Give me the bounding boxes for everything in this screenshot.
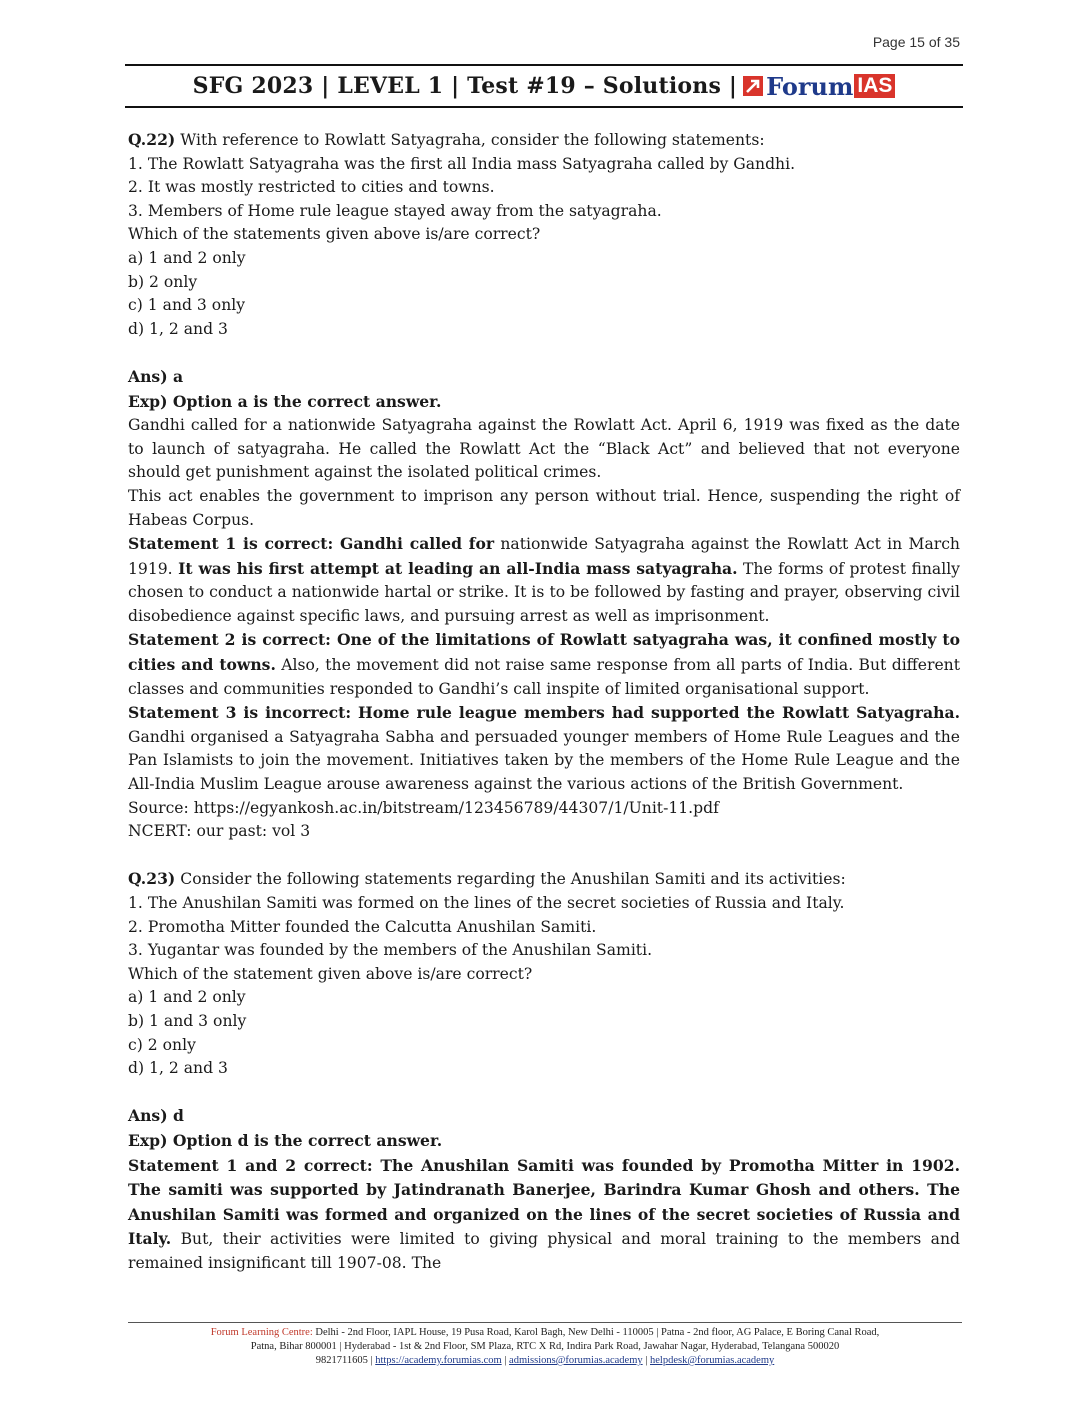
- statement: 1. The Rowlatt Satyagraha was the first all India mass Satyagraha called by Gandhi.: [128, 154, 796, 173]
- footer-phone: 9821711605: [315, 1355, 368, 1366]
- forumias-logo: [743, 72, 895, 101]
- arrow-icon: [743, 76, 763, 96]
- footer-admissions-email[interactable]: admissions@forumias.academy: [509, 1355, 643, 1366]
- footer-divider: [128, 1322, 962, 1323]
- question-prompt: Which of the statement given above is/are correct?: [128, 964, 533, 983]
- explanation-paragraph: Gandhi called for a nationwide Satyagraha against the Rowlatt Act. April 6, 1919 was fixed as the date to launch of satyagraha. He called the Rowlatt Act the “Black Act” and believed that not everyone should get punishment against the isolated political crimes.: [128, 416, 960, 482]
- option: b) 1 and 3 only: [128, 1011, 247, 1030]
- statement: 1. The Anushilan Samiti was formed on the lines of the secret societies of Russia and Italy.: [128, 894, 845, 912]
- statement-2-explanation: Statement 2 is correct: One of the limitations of Rowlatt satyagraha was, it confined mostly to cities and towns. Also, the movement did not raise same response from all parts of India. But different classes and communities responded to Gandhi’s call inspite of limited organisational support.: [128, 630, 960, 698]
- statement-3-explanation: Statement 3 is incorrect: Home rule league members had supported the Rowlatt Satyagraha. Gandhi organised a Satyagraha Sabha and persuaded younger members of Home Rule Leagues and the Pan Islamists to join the movement. Initiatives taken by the members of the Home Rule League and the All-India Muslim League arouse awareness against the various actions of the British Government.: [128, 703, 960, 794]
- question-22: Q.22) With reference to Rowlatt Satyagraha, consider the following statements:: [128, 130, 765, 149]
- page-header: [125, 64, 963, 108]
- explanation-heading: Exp) Option d is the correct answer.: [128, 1130, 443, 1150]
- answer: Ans) d: [128, 1106, 184, 1126]
- option: d) 1, 2 and 3: [128, 1059, 228, 1078]
- explanation-paragraph: This act enables the government to imprison any person without trial. Hence, suspending the right of Habeas Corpus.: [128, 486, 960, 529]
- question-label: Q.22): [128, 130, 176, 149]
- footer-address-2: Patna, Bihar 800001 | Hyderabad - 1st & 2nd Floor, SM Plaza, RTC X Rd, Indira Park Road, Jawahar Nagar, Hyderabad, Telangana 500020: [250, 1341, 840, 1352]
- source-line: Source: https://egyankosh.ac.in/bitstream/123456789/44307/1/Unit-11.pdf: [128, 798, 719, 817]
- statement: 3. Members of Home rule league stayed away from the satyagraha.: [128, 201, 662, 220]
- ncert-line: NCERT: our past: vol 3: [128, 822, 311, 841]
- option: d) 1, 2 and 3: [128, 319, 228, 338]
- page-footer: Forum Learning Centre: Delhi - 2nd Floor, IAPL House, 19 Pusa Road, Karol Bagh, New Delhi - 110005 | Patna - 2nd floor, AG Palace, E Boring Canal Road, Patna, Bihar 800001 | Hyderabad - 1st & 2nd Floor, SM Plaza, RTC X Rd, Indira Park Road, Jawahar Nagar, Hyderabad, Telangana 500020 9821711605 | https://academy.forumias.com | admissions@forumias.academy | helpdesk@forumias.academy: [128, 1326, 962, 1368]
- page-number: Page 15 of 35: [872, 34, 960, 50]
- footer-website-link[interactable]: https://academy.forumias.com: [375, 1355, 502, 1366]
- statement: 3. Yugantar was founded by the members of the Anushilan Samiti.: [128, 941, 653, 960]
- question-label: Q.23): [128, 869, 176, 889]
- footer-centre-label: Forum Learning Centre:: [210, 1327, 313, 1338]
- footer-helpdesk-email[interactable]: helpdesk@forumias.academy: [650, 1355, 775, 1366]
- document-body: [128, 128, 960, 1276]
- brand-forum: Forum: [766, 71, 854, 101]
- option: c) 1 and 3 only: [128, 296, 246, 315]
- header-title: SFG 2023 | LEVEL 1 | Test #19 – Solutions |: [192, 73, 738, 99]
- footer-address-1: Delhi - 2nd Floor, IAPL House, 19 Pusa Road, Karol Bagh, New Delhi - 110005 | Patna - 2nd floor, AG Palace, E Boring Canal Road,: [312, 1327, 880, 1338]
- explanation-heading: Exp) Option a is the correct answer.: [128, 391, 442, 411]
- question-23: Q.23) Consider the following statements regarding the Anushilan Samiti and its activities:: [128, 869, 846, 889]
- question-prompt: Which of the statements given above is/are correct?: [128, 225, 541, 244]
- option: c) 2 only: [128, 1035, 196, 1054]
- statement: 2. Promotha Mitter founded the Calcutta Anushilan Samiti.: [128, 917, 597, 936]
- answer: Ans) a: [128, 366, 184, 386]
- option: b) 2 only: [128, 272, 198, 291]
- option: a) 1 and 2 only: [128, 248, 246, 267]
- statement: 2. It was mostly restricted to cities and towns.: [128, 178, 495, 197]
- brand-ias: IAS: [854, 74, 895, 98]
- option: a) 1 and 2 only: [128, 988, 246, 1007]
- statement-1-explanation: Statement 1 is correct: Gandhi called for nationwide Satyagraha against the Rowlatt Act in March 1919. It was his first attempt at leading an all-India mass satyagraha. The forms of protest finally chosen to conduct a nationwide hartal or strike. It is to be followed by fasting and prayer, observing civil disobedience against specific laws, and pursuing arrest as well as imprisonment.: [128, 534, 960, 625]
- statement-1-2-explanation: Statement 1 and 2 correct: The Anushilan Samiti was founded by Promotha Mitter in 1902. The samiti was supported by Jatindranath Banerjee, Barindra Kumar Ghosh and others. The Anushilan Samiti was formed and organized on the lines of the secret societies of Russia and Italy. But, their activities were limited to giving physical and moral training to the members and remained insignificant till 1907-08. The: [128, 1155, 960, 1272]
